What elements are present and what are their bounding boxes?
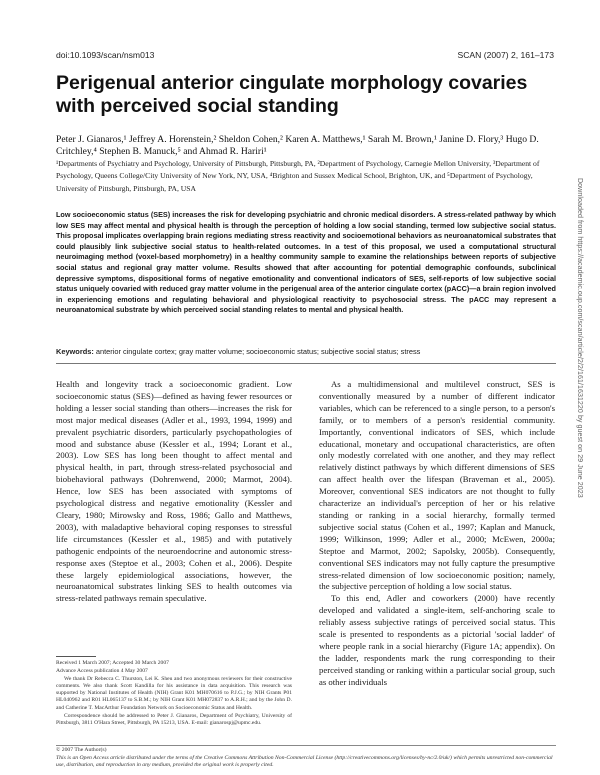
body-paragraph: Health and longevity track a socioeconomic gradient. Low socioeconomic status (SES)—defined as having fewer resources or holding a lesser social standing than others—increases the risk for most major medical diseases (Adler et al., 1993, 1994, 1999) and prevalent psychiatric disorders, particularly psychopathologies of mood and substance abuse (Kessler et al., 1994; Lorant et al., 2003). Low SES has long been thought to affect mental and physical health, in part, through stress-related psychosocial and biobehavioral pathways (Dohrenwend, 2000; Marmot, 2004). Hence, low SES has been associated with symptoms of psychological distress and negative emotionality (Kessler and Cleary, 1980; Mirowsky and Ross, 1986; Gallo and Matthews, 2003), with maladaptive behavioral coping responses to stressful life circumstances (Kessler et al., 1985) and with putatively pathogenic endpoints of the neuroendocrine and autonomic stress-response axes (Steptoe et al., 2003; Cohen et al., 2006). Despite these largely epidemiological associations, however, the neuroanatomical substrates linking SES to health outcomes via stress-related pathways remain speculative. <box>56 379 292 604</box>
received-date: Received 1 March 2007; Accepted 30 March 2007 <box>56 660 169 666</box>
keywords-label: Keywords: <box>56 347 94 356</box>
body-column-left <box>56 379 292 605</box>
body-column-right <box>319 379 555 689</box>
article-title: Perigenual anterior cingulate morphology covaries with perceived social standing <box>56 72 528 117</box>
copyright: © 2007 The Author(s) <box>56 747 107 753</box>
license-text: This is an Open Access article distributed under the terms of the Creative Commons Attribution Non-Commercial License (http://creativecommons.org/licenses/by-nc/2.0/uk/) which permits unrestricted non-commercial use, distribution, and reproduction in any medium, provided the original work is properly cited. <box>56 755 553 769</box>
acknowledgements: We thank Dr Rebecca C. Thurston, Lei K. Sheu and two anonymous reviewers for their constructive comments. We also thank Scott Kandilla for his assistance in data acquisition. This research was supported by National Institutes of Health (NIH) Grant K01 MH070616 to P.J.G.; by NIH Grants P01 HL040962 and R01 HL065137 to S.B.M.; by NIH Grant K01 MH072837 to A.R.H.; and by the John D. and Catherine T. MacArthur Foundation Network on Socioeconomic Status and Health. <box>56 675 292 711</box>
footnote-divider <box>56 656 96 657</box>
running-header <box>56 50 554 62</box>
keywords <box>56 347 556 357</box>
body-paragraph: As a multidimensional and multilevel construct, SES is conventionally measured by a number of different indicator variables, which can be referenced to a single person, to a person's family, or to members of a person's residential community. Importantly, conventional indicators of SES, which include educational, monetary and occupational characteristics, are often only modestly correlated with one another, and they may reflect relatively distinct pathways by which different dimensions of SES can affect health over the lifespan (Braveman et al., 2005). Moreover, conventional SES indicators are not thought to fully characterize an individual's perception of her or his relative standing or ranking in a social hierarchy, formally termed subjective social status (Cohen et al., 1997; Kaplan and Manuck, 1999; Wilkinson, 1999; Adler et al., 2000; McEwen, 2000a; Steptoe and Marmot, 2002; Sapolsky, 2005b). Consequently, conventional SES indicators may not fully capture the presumptive stress-related dimension of low socioeconomic position; namely, the subjective perception of holding a low social status. <box>319 379 555 592</box>
divider <box>56 363 556 364</box>
author-list: Peter J. Gianaros,¹ Jeffrey A. Horenstein,² Sheldon Cohen,² Karen A. Matthews,¹ Sarah M. Brown,¹ Janine D. Flory,³ Hugo D. Critchley,⁴ Stephen B. Manuck,⁵ and Ahmad R. Hariri¹ <box>56 134 539 157</box>
abstract: Low socioeconomic status (SES) increases the risk for developing psychiatric and chronic medical disorders. A stress-related pathway by which low SES may affect mental and physical health is through the perception of holding a low social standing, termed low subjective social status. This proposal implicates overlapping brain regions mediating stress reactivity and socioemotional behaviors as neuroanatomical substrates that could plausibly link subjective social status to health-related outcomes. In a test of this proposal, we used a computational structural neuroimaging method (voxel-based morphometry) in a healthy community sample to examine the relationships between reports of subjective social status and regional gray matter volume. Results showed that after accounting for potential demographic confounds, subclinical depressive symptoms, dispositional forms of negative emotionality and conventional indicators of SES, self-reports of low subjective social status uniquely covaried with reduced gray matter volume in the perigenual area of the anterior cingulate cortex (pACC)—a brain region involved in experiencing emotions and regulating behavioral and physiological reactivity to psychosocial stress. The pACC may represent a neuroanatomical substrate by which perceived social standing relates to mental and physical health. <box>56 210 556 315</box>
body-paragraph: To this end, Adler and coworkers (2000) have recently developed and validated a single-item, self-anchoring scale to reliably assess subjective ratings of perceived social status. This scale is presented to respondents as a pictorial 'social ladder' of where people rank in a social hierarchy (Figure 1A; appendix). On the ladder, respondents mark the rung corresponding to their perceived standing or ranking within a particular social group, such as other individuals <box>319 593 555 687</box>
affiliations: ¹Departments of Psychiatry and Psychology, University of Pittsburgh, Pittsburgh, PA, ²Department of Psychology, Carnegie Mellon University, ³Department of Psychology, Queens College/City University of New York, NY, USA, ⁴Brighton and Sussex Medical School, Brighton, UK, and ⁵Department of Psychology, University of Pittsburgh, Pittsburgh, PA, USA <box>56 159 540 193</box>
correspondence: Correspondence should be addressed to Peter J. Gianaros, Department of Psychiatry, University of Pittsburgh, 3811 O'Hara Street, Pittsburgh, PA 15213, USA. E-mail: gianarospj@upmc.edu. <box>56 712 292 726</box>
bottom-divider <box>56 745 556 746</box>
download-watermark <box>575 178 587 648</box>
footnotes <box>56 660 292 728</box>
journal-citation: SCAN (2007) 2, 161–173 <box>457 50 554 60</box>
doi-link[interactable]: doi:10.1093/scan/nsm013 <box>56 50 155 60</box>
download-watermark-text: Downloaded from https://academic.oup.com/scan/article/2/2/161/1631220 by guest on 29 June 2023 <box>576 178 584 498</box>
keywords-text: anterior cingulate cortex; gray matter volume; socioeconomic status; subjective social status; stress <box>95 347 421 356</box>
advance-access-date: Advance Access publication 4 May 2007 <box>56 667 148 674</box>
